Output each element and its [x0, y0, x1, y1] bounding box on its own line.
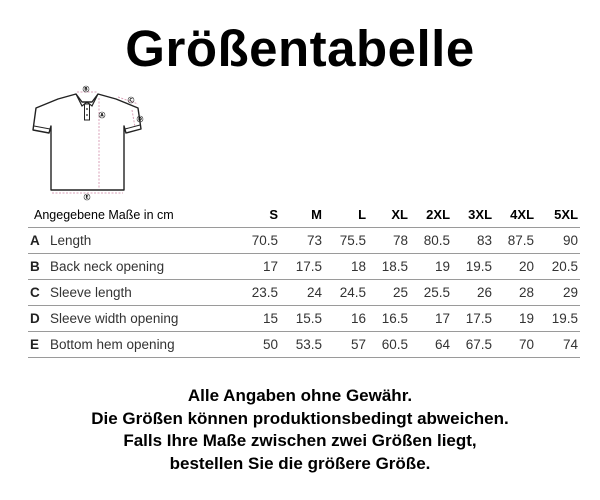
table-cell: 29 [536, 280, 580, 306]
table-row [28, 280, 580, 306]
table-cell: 73 [280, 228, 324, 254]
table-cell: 16.5 [368, 306, 410, 332]
table-cell: 15.5 [280, 306, 324, 332]
table-cell: 20.5 [536, 254, 580, 280]
row-letter: B [28, 254, 50, 280]
table-cell: 78 [368, 228, 410, 254]
table-cell: 70 [494, 332, 536, 358]
size-header-3xl: 3XL [468, 207, 493, 222]
disclaimer-line: Falls Ihre Maße zwischen zwei Größen liegt, [123, 431, 477, 450]
size-header-s: S [269, 207, 279, 222]
marker-a-label: A [100, 113, 104, 119]
size-header-2xl: 2XL [426, 207, 451, 222]
disclaimer-line: Alle Angaben ohne Gewähr. [187, 386, 413, 405]
table-cell: 87.5 [494, 228, 536, 254]
measure-name: Back neck opening [50, 254, 236, 280]
table-cell: 19 [410, 254, 452, 280]
table-cell: 70.5 [236, 228, 280, 254]
table-cell: 75.5 [324, 228, 368, 254]
table-cell: 19.5 [452, 254, 494, 280]
row-letter: E [28, 332, 50, 358]
size-header-m: M [311, 207, 323, 222]
table-cell: 83 [452, 228, 494, 254]
button-icon [86, 114, 88, 116]
row-letter: D [28, 306, 50, 332]
table-cell: 25 [368, 280, 410, 306]
table-cell: 15 [236, 306, 280, 332]
measure-name: Sleeve width opening [50, 306, 236, 332]
row-letter: C [28, 280, 50, 306]
units-label: Angegebene Maße in cm [34, 207, 174, 222]
table-cell: 20 [494, 254, 536, 280]
button-icon [86, 108, 88, 110]
row-letter: A [28, 228, 50, 254]
table-cell: 18.5 [368, 254, 410, 280]
table-cell: 25.5 [410, 280, 452, 306]
table-cell: 53.5 [280, 332, 324, 358]
table-cell: 26 [452, 280, 494, 306]
measure-name: Bottom hem opening [50, 332, 236, 358]
table-cell: 18 [324, 254, 368, 280]
table-cell: 64 [410, 332, 452, 358]
table-cell: 60.5 [368, 332, 410, 358]
table-row [28, 228, 580, 254]
marker-c-label: C [129, 98, 133, 104]
size-header-5xl: 5XL [554, 207, 579, 222]
table-cell: 28 [494, 280, 536, 306]
disclaimer-line: Die Größen können produktionsbedingt abweichen. [91, 408, 509, 428]
table-cell: 17 [410, 306, 452, 332]
table-cell: 80.5 [410, 228, 452, 254]
table-cell: 67.5 [452, 332, 494, 358]
table-cell: 24 [280, 280, 324, 306]
table-cell: 24.5 [324, 280, 368, 306]
table-cell: 74 [536, 332, 580, 358]
size-header-xl: XL [391, 207, 409, 222]
table-row [28, 332, 580, 358]
size-header-l: L [358, 207, 367, 222]
table-row [28, 254, 580, 280]
page-title: Größentabelle [125, 20, 475, 77]
table-row [28, 306, 580, 332]
table-cell: 16 [324, 306, 368, 332]
table-cell: 17.5 [280, 254, 324, 280]
marker-d-label: D [138, 117, 142, 123]
disclaimer-notes [0, 385, 600, 475]
measure-name: Sleeve length [50, 280, 236, 306]
polo-shirt-diagram [30, 82, 150, 202]
table-cell: 23.5 [236, 280, 280, 306]
marker-e-label: E [85, 195, 89, 201]
marker-b-label: B [84, 87, 88, 93]
table-cell: 17.5 [452, 306, 494, 332]
table-cell: 17 [236, 254, 280, 280]
table-cell: 57 [324, 332, 368, 358]
size-header-4xl: 4XL [510, 207, 535, 222]
size-header-row [28, 202, 580, 228]
table-cell: 50 [236, 332, 280, 358]
table-cell: 19 [494, 306, 536, 332]
disclaimer-line: bestellen Sie die größere Größe. [169, 453, 431, 473]
table-cell: 90 [536, 228, 580, 254]
measure-name: Length [50, 228, 236, 254]
table-cell: 19.5 [536, 306, 580, 332]
size-table [28, 202, 580, 358]
